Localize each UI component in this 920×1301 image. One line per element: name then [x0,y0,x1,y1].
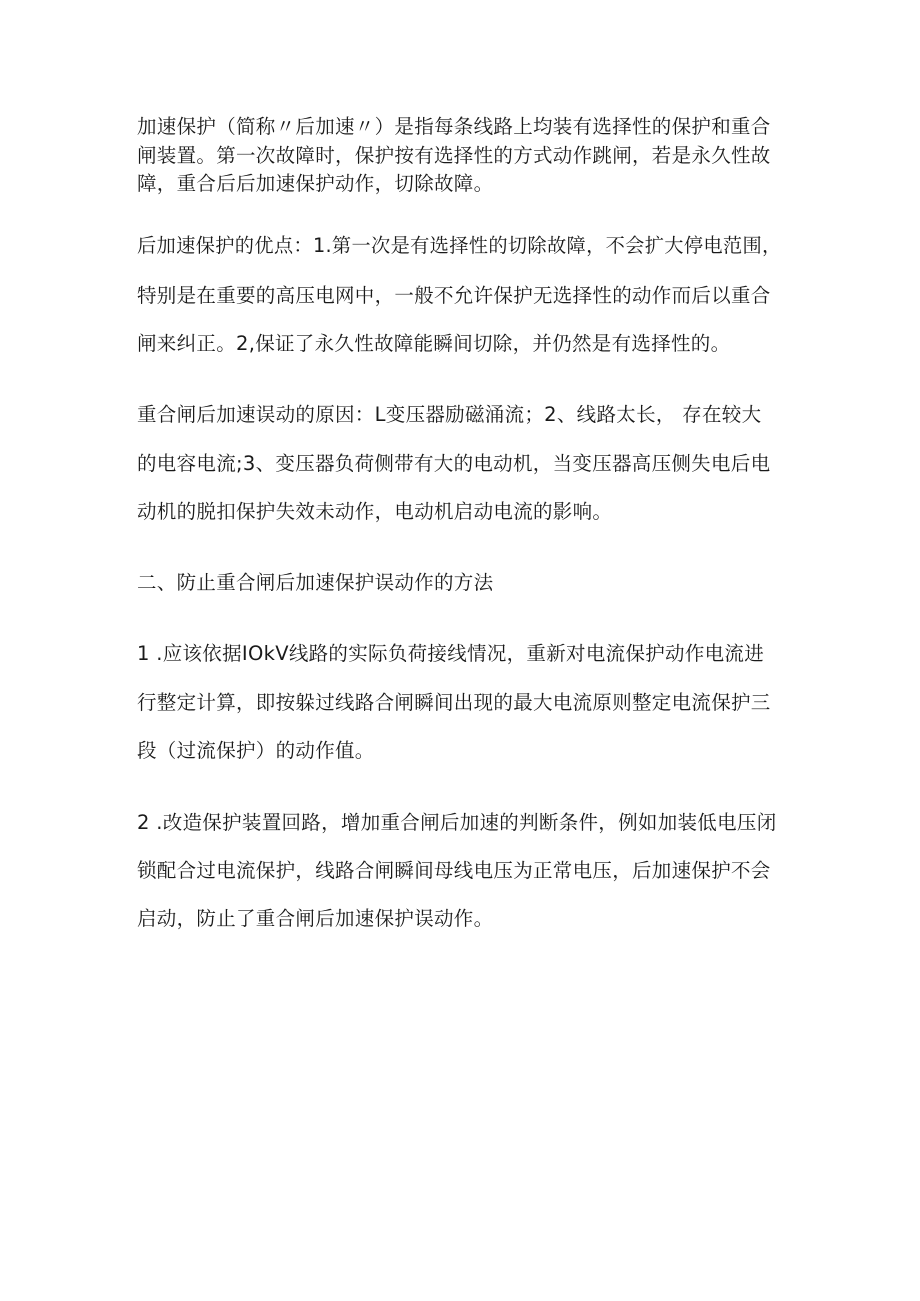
paragraph-intro-line-3: 障，重合后后加速保护动作，切除故障。 [137,172,494,195]
paragraph-causes-line-3: 动机的脱扣保护失效未动作，电动机启动电流的影响。 [137,500,613,523]
paragraph-method-1-line-1: 1 .应该依据IOkV线路的实际负荷接线情况，重新对电流保护动作电流进 [137,642,765,665]
paragraph-causes-line-1: 重合闸后加速误动的原因：L变压器励磁涌流；2、线路太长， 存在较大 [137,403,762,426]
paragraph-advantages-line-1: 后加速保护的优点：1.第一次是有选择性的切除故障，不会扩大停电范围， [137,234,782,257]
section-heading-two: 二、防止重合闸后加速保护误动作的方法 [137,571,494,594]
paragraph-method-2-line-1: 2 .改造保护装置回路，增加重合闸后加速的判断条件，例如加装低电压闭 [137,811,777,834]
paragraph-causes-line-2: 的电容电流;3、变压器负荷侧带有大的电动机，当变压器高压侧失电后电 [137,452,771,475]
paragraph-intro-line-1: 加速保护（简称〃后加速〃）是指每条线路上均装有选择性的保护和重合 [137,115,771,138]
paragraph-method-1-line-3: 段（过流保护）的动作值。 [137,739,375,762]
paragraph-method-2-line-3: 启动，防止了重合闸后加速保护误动作。 [137,907,494,930]
paragraph-advantages-line-3: 闸来纠正。2,保证了永久性故障能瞬间切除，并仍然是有选择性的。 [137,332,731,355]
paragraph-intro-line-2: 闸装置。第一次故障时，保护按有选择性的方式动作跳闸，若是永久性故 [137,144,771,167]
paragraph-method-1-line-2: 行整定计算，即按躲过线路合闸瞬间出现的最大电流原则整定电流保护三 [137,691,771,714]
paragraph-advantages-line-2: 特别是在重要的高压电网中，一般不允许保护无选择性的动作而后以重合 [137,284,771,307]
paragraph-method-2-line-2: 锁配合过电流保护，线路合闸瞬间母线电压为正常电压，后加速保护不会 [137,859,771,882]
